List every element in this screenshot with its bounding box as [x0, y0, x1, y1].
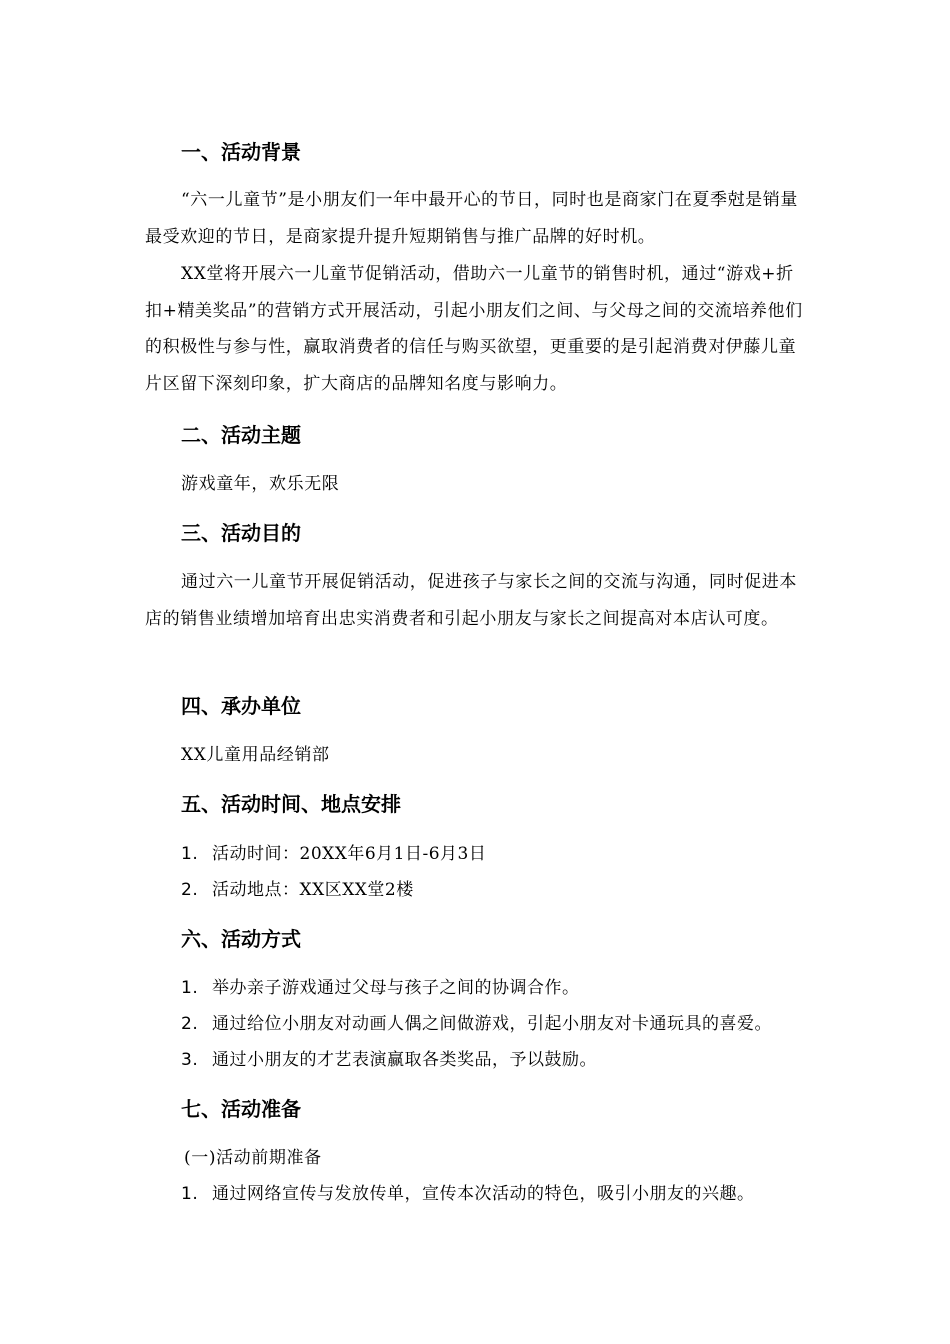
- list-number: 1.: [181, 978, 199, 998]
- list-number: 1.: [181, 844, 199, 864]
- list-number: 2.: [181, 1014, 199, 1034]
- heading-method: 六、活动方式: [181, 927, 301, 951]
- heading-theme: 二、活动主题: [181, 423, 301, 447]
- list-item: [181, 1012, 772, 1036]
- list-item: [181, 976, 580, 1000]
- heading-preparation: 七、活动准备: [181, 1097, 301, 1121]
- list-text: 通过网络宣传与发放传单，宣传本次活动的特色，吸引小朋友的兴趣。: [212, 1184, 755, 1204]
- heading-time-place: 五、活动时间、地点安排: [181, 792, 401, 816]
- list-item: [181, 1182, 755, 1206]
- heading-organizer: 四、承办单位: [181, 694, 301, 718]
- list-text: 通过小朋友的才艺表演赢取各类奖品，予以鼓励。: [212, 1050, 597, 1070]
- heading-purpose: 三、活动目的: [181, 521, 301, 545]
- list-item: [181, 878, 414, 902]
- list-text: 活动时间：20XX年6月1日-6月3日: [212, 844, 487, 864]
- list-text: 活动地点：XX区XX堂2楼: [212, 880, 414, 900]
- theme-text: 游戏童年，欢乐无限: [181, 474, 340, 494]
- paragraph-purpose: 通过六一儿童节开展促销活动，促进孩子与家长之间的交流与沟通，同时促进本店的销售业绩增加培育出忠实消费者和引起小朋友与家长之间提高对本店认可度。: [145, 572, 797, 629]
- list-item: [181, 842, 486, 866]
- paragraph-background-2: XX堂将开展六一儿童节促销活动，借助六一儿童节的销售时机，通过“游戏+折扣+精美奖品”的营销方式开展活动，引起小朋友们之间、与父母之间的交流培养他们的积极性与参与性，赢取消费者的信任与购买欲望，更重要的是引起消费对伊藤儿童片区留下深刻印象，扩大商店的品牌知名度与影响力。: [145, 264, 803, 394]
- paragraph-background-1: “六一儿童节”是小朋友们一年中最开心的节日，同时也是商家门在夏季尅是销量最受欢迎的节日，是商家提升提升短期销售与推广品牌的好时机。: [145, 190, 798, 247]
- list-number: 1.: [181, 1184, 199, 1204]
- list-text: 举办亲子游戏通过父母与孩子之间的协调合作。: [212, 978, 580, 998]
- organizer-text: XX儿童用品经销部: [181, 745, 330, 765]
- list-number: 3.: [181, 1050, 199, 1070]
- list-text: 通过给位小朋友对动画人偶之间做游戏，引起小朋友对卡通玩具的喜爱。: [212, 1014, 772, 1034]
- heading-background: 一、活动背景: [181, 140, 301, 164]
- list-number: 2.: [181, 880, 199, 900]
- list-item: [181, 1048, 597, 1072]
- subheading-pre-preparation: (一)活动前期准备: [184, 1148, 322, 1168]
